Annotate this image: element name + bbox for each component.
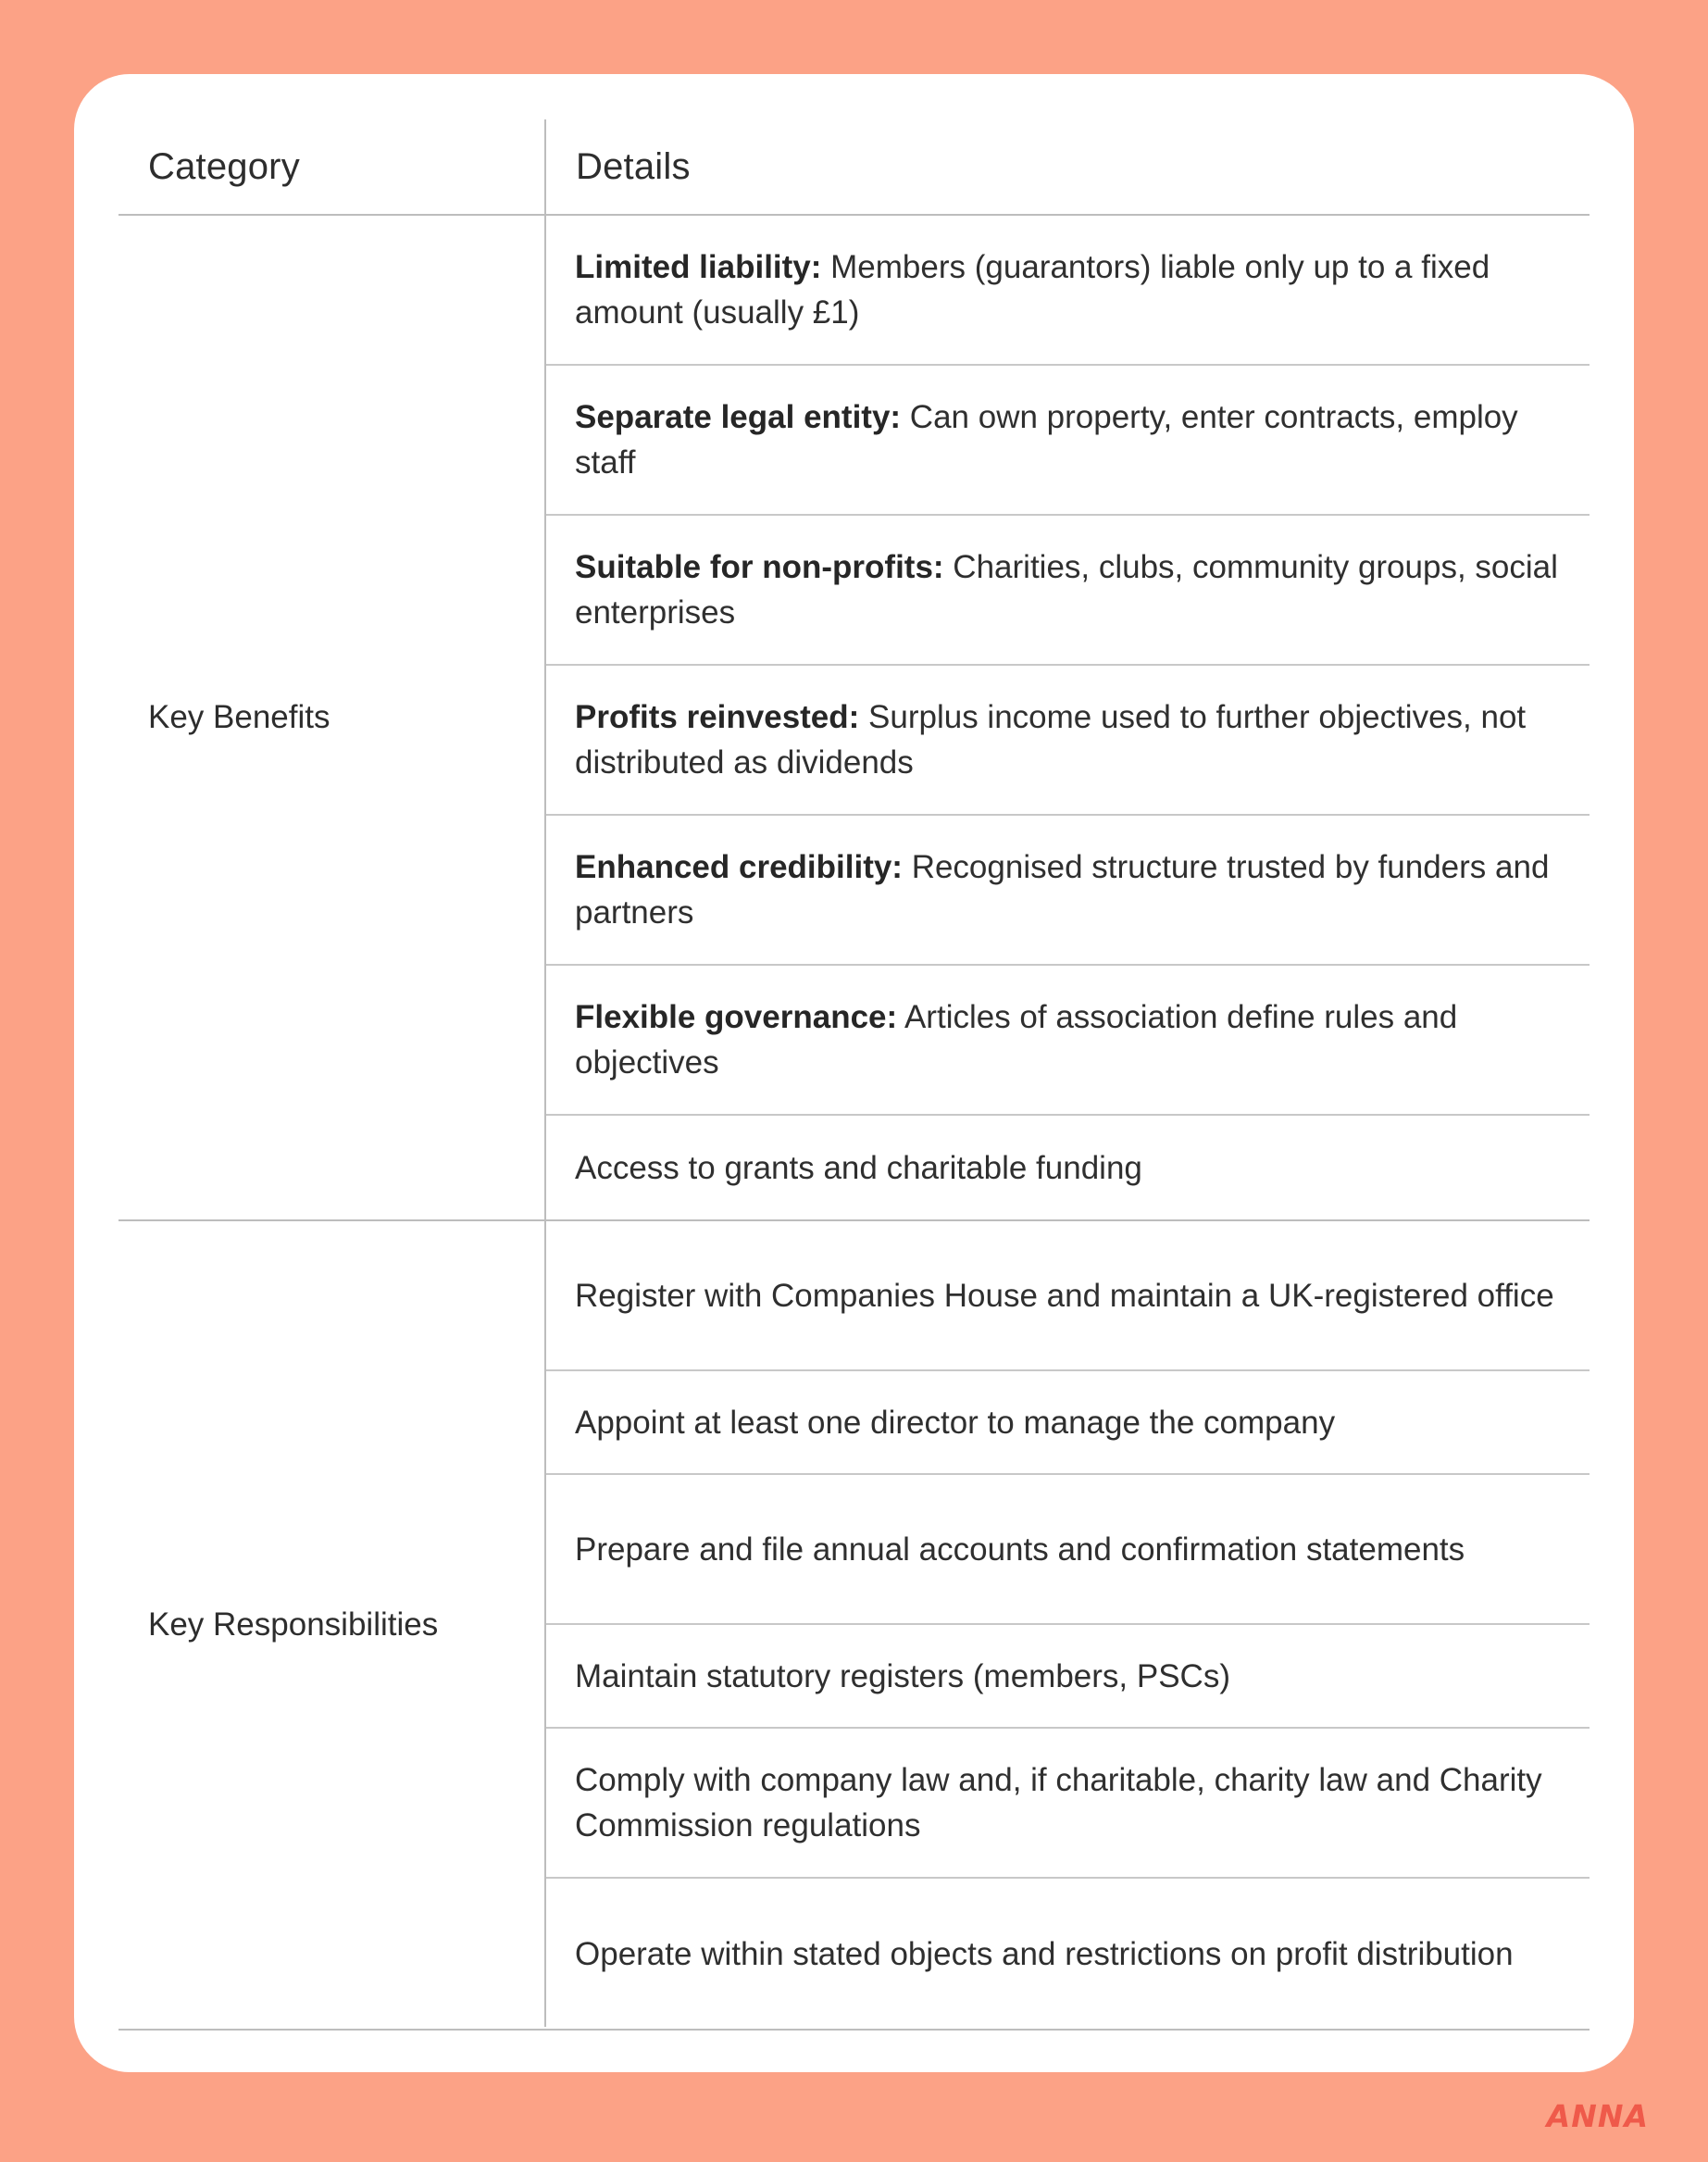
detail-body: Appoint at least one director to manage the company <box>575 1404 1336 1441</box>
detail-text <box>575 1527 1465 1572</box>
detail-bold-label: Profits reinvested: <box>575 699 860 735</box>
table-row <box>546 1371 1590 1475</box>
group-key-benefits <box>118 216 1590 1221</box>
group-key-responsibilities <box>118 1221 1590 2031</box>
detail-body: Operate within stated objects and restrictions on profit distribution <box>575 1935 1514 1972</box>
detail-body: Can own property, enter contracts, employ staff <box>575 399 1518 481</box>
table-row <box>546 216 1590 366</box>
detail-text <box>575 1654 1230 1699</box>
table-row <box>546 516 1590 666</box>
detail-body: Charities, clubs, community groups, social enterprises <box>575 549 1558 631</box>
detail-body: Maintain statutory registers (members, PSCs) <box>575 1657 1230 1694</box>
table-row <box>546 966 1590 1116</box>
category-label: Key Responsibilities <box>148 1606 439 1643</box>
anna-logo: ANNA <box>1546 2098 1649 2134</box>
details-table <box>118 119 1590 2031</box>
table-row <box>546 1221 1590 1371</box>
category-label: Key Benefits <box>148 699 330 735</box>
table-row <box>546 1475 1590 1625</box>
detail-list <box>546 1221 1590 2029</box>
detail-text <box>575 1931 1514 1977</box>
detail-text <box>575 244 1571 335</box>
detail-body: Comply with company law and, if charitable, charity law and Charity Commission regulations <box>575 1762 1542 1843</box>
detail-body: Surplus income used to further objectives, not distributed as dividends <box>575 699 1527 781</box>
detail-text <box>575 1757 1571 1848</box>
table-row <box>546 1729 1590 1879</box>
table-row <box>546 1625 1590 1729</box>
detail-text <box>575 694 1571 785</box>
detail-text <box>575 394 1571 485</box>
detail-text <box>575 1273 1554 1318</box>
table-row <box>546 1879 1590 2029</box>
detail-body: Access to grants and charitable funding <box>575 1149 1142 1186</box>
header-category: Category <box>148 146 300 187</box>
detail-body: Articles of association define rules and objectives <box>575 999 1458 1081</box>
detail-body: Prepare and file annual accounts and confirmation statements <box>575 1531 1465 1568</box>
table-row <box>546 816 1590 966</box>
detail-text <box>575 1400 1335 1445</box>
header-details: Details <box>576 146 691 187</box>
detail-text <box>575 1145 1142 1191</box>
table-header-row <box>118 119 1590 216</box>
content-card <box>74 74 1634 2072</box>
detail-bold-label: Limited liability: <box>575 249 822 285</box>
detail-body: Recognised structure trusted by funders and partners <box>575 849 1550 931</box>
detail-bold-label: Separate legal entity: <box>575 399 902 435</box>
detail-text <box>575 544 1571 635</box>
table-row <box>546 366 1590 516</box>
detail-list <box>546 216 1590 1219</box>
detail-text <box>575 994 1571 1085</box>
detail-bold-label: Flexible governance: <box>575 999 898 1035</box>
detail-body: Members (guarantors) liable only up to a fixed amount (usually £1) <box>575 249 1490 331</box>
detail-body: Register with Companies House and maintain a UK-registered office <box>575 1277 1554 1314</box>
detail-text <box>575 844 1571 935</box>
detail-bold-label: Enhanced credibility: <box>575 849 903 885</box>
table-row <box>546 666 1590 816</box>
detail-bold-label: Suitable for non-profits: <box>575 549 944 585</box>
table-row <box>546 1116 1590 1219</box>
